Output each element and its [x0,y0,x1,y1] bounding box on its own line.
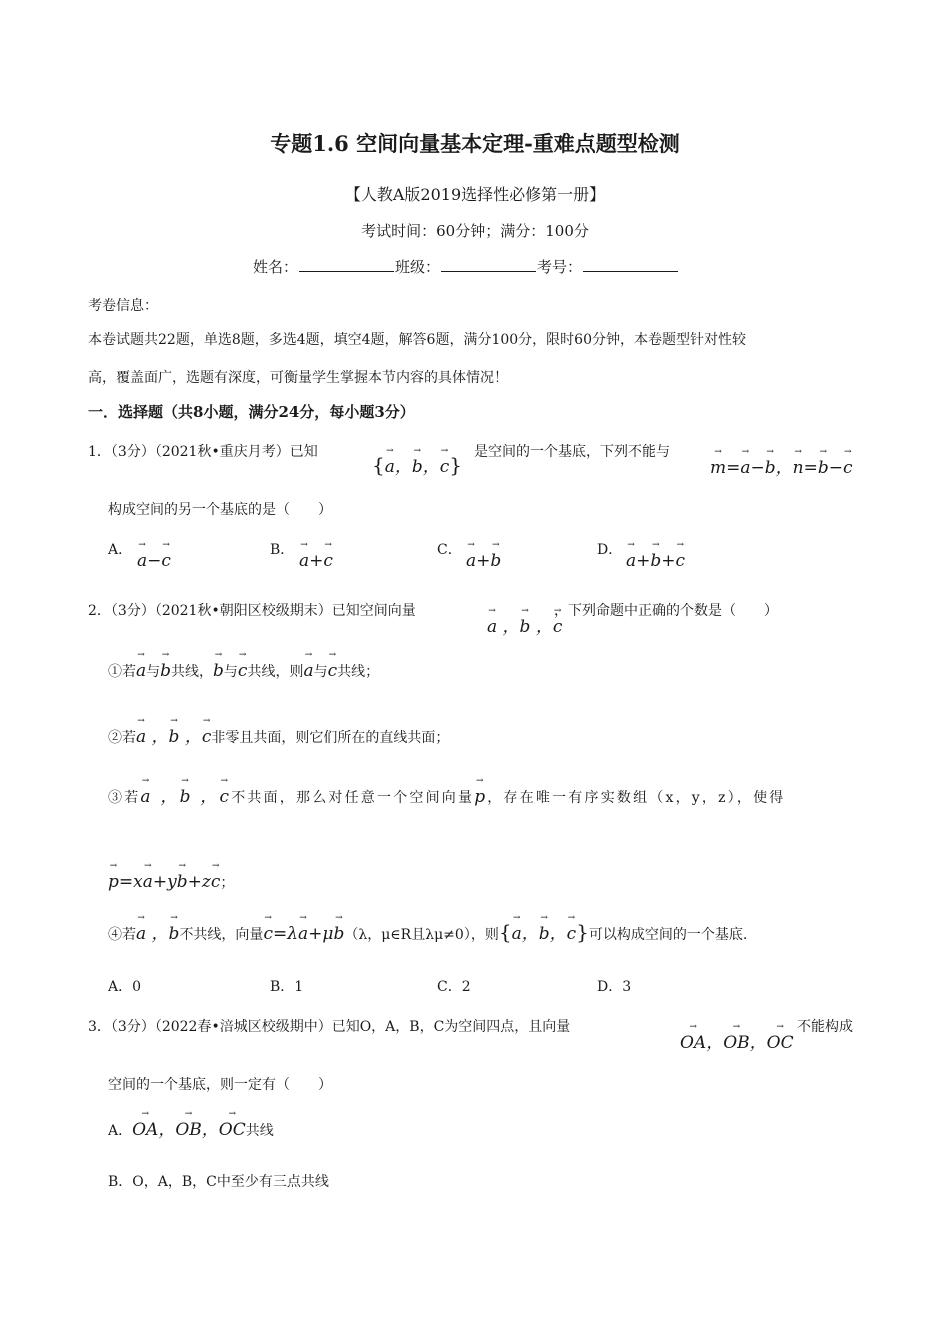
q3-option-b[interactable]: B．O，A，B，C中至少有三点共线 [108,1174,329,1190]
q1-option-c-label[interactable]: C． [437,542,462,558]
q1-option-b-expr: → a+→ c [299,551,333,571]
q2-option-d[interactable]: D．3 [597,979,632,995]
q2-option-a[interactable]: A．0 [108,979,142,995]
notice-line-2: 高，覆盖面广，选题有深度，可衡量学生掌握本节内容的具体情况！ [88,370,508,386]
id-blank[interactable] [583,257,678,272]
q2-option-b[interactable]: B．1 [270,979,304,995]
q2-stem-b: ，下列命题中正确的个数是（ ） [554,603,778,619]
name-label: 姓名： [253,258,299,276]
name-blank[interactable] [299,257,394,272]
section-heading: 一．选择题（共8小题，满分24分，每小题3分） [88,403,415,421]
q2-prop-3-formula: → p=x→ a+y→ b+z→ c； [108,872,234,892]
exam-info: 考试时间：60分钟；满分：100分 [361,222,589,240]
q3-stem-c: 空间的一个基底，则一定有（ ） [108,1077,332,1093]
q2-prop-1: ①若→ a与→ b共线，→ b与→ c共线，则→ a与→ c共线； [108,661,379,681]
q1-option-d-label[interactable]: D． [597,542,623,558]
class-label: 班级： [395,258,441,276]
q1-stem-c: 构成空间的另一个基底的是（ ） [108,502,332,518]
q3-stem-a: 3．（3分）（2022春•涪城区校级期中）已知O，A，B，C为空间四点，且向量 [88,1019,571,1035]
q1-option-d-expr: → a+→ b+→ c [626,551,685,571]
q1-basis: {→ a，→ b，→ c} [372,452,462,477]
q1-stem-a: 1．（3分）（2021秋•重庆月考）已知 [88,444,318,460]
q1-given-vectors: → m=→ a−→ b，→ n=→ b−→ c [710,453,853,478]
q2-stem-a: 2．（3分）（2021秋•朝阳区校级期末）已知空间向量 [88,603,416,619]
q2-prop-3: ③若→ a ，→ b ，→ c不共面，那么对任意一个空间向量→ p，存在唯一有序实数组（x，y，z），使得 [108,782,785,807]
class-blank[interactable] [441,257,536,272]
q1-option-c-expr: → a+→ b [466,551,501,571]
notice-line-1: 本卷试题共22题，单选8题，多选4题，填空4题，解答6题，满分100分，限时60分钟，本卷题型针对性较 [88,332,746,348]
q2-prop-2: ②若→ a ，→ b ，→ c非零且共面，则它们所在的直线共面； [108,722,449,747]
q1-stem-b: 是空间的一个基底，下列不能与 [474,444,670,460]
q2-vectors: → a ，→ b ，→ c [487,612,562,637]
q2-prop-4: ④若→ a ，→ b不共线，向量→ c=λ→ a+μ→ b（λ，μ∈R且λμ≠0），则{→ a，→ b，→ c}可以构成空间的一个基底. [108,919,747,944]
q3-vectors: → OA，→ OB，→ OC [680,1028,794,1053]
q3-stem-b: 不能构成 [797,1019,853,1035]
notice-heading: 考卷信息： [88,298,158,314]
q1-option-b-label[interactable]: B． [270,542,295,558]
q1-option-a-label[interactable]: A． [108,542,133,558]
q2-option-c[interactable]: C．2 [437,979,471,995]
page-title: 专题1.6 空间向量基本定理-重难点题型检测 [270,131,680,156]
student-info-row [253,256,679,277]
q1-option-a-expr: → a−→ c [137,551,171,571]
q3-option-a[interactable]: A．→ OA，→ OB，→ OC共线 [108,1115,274,1140]
edition-line: 【人教A版2019选择性必修第一册】 [344,185,606,204]
id-label: 考号： [537,258,583,276]
